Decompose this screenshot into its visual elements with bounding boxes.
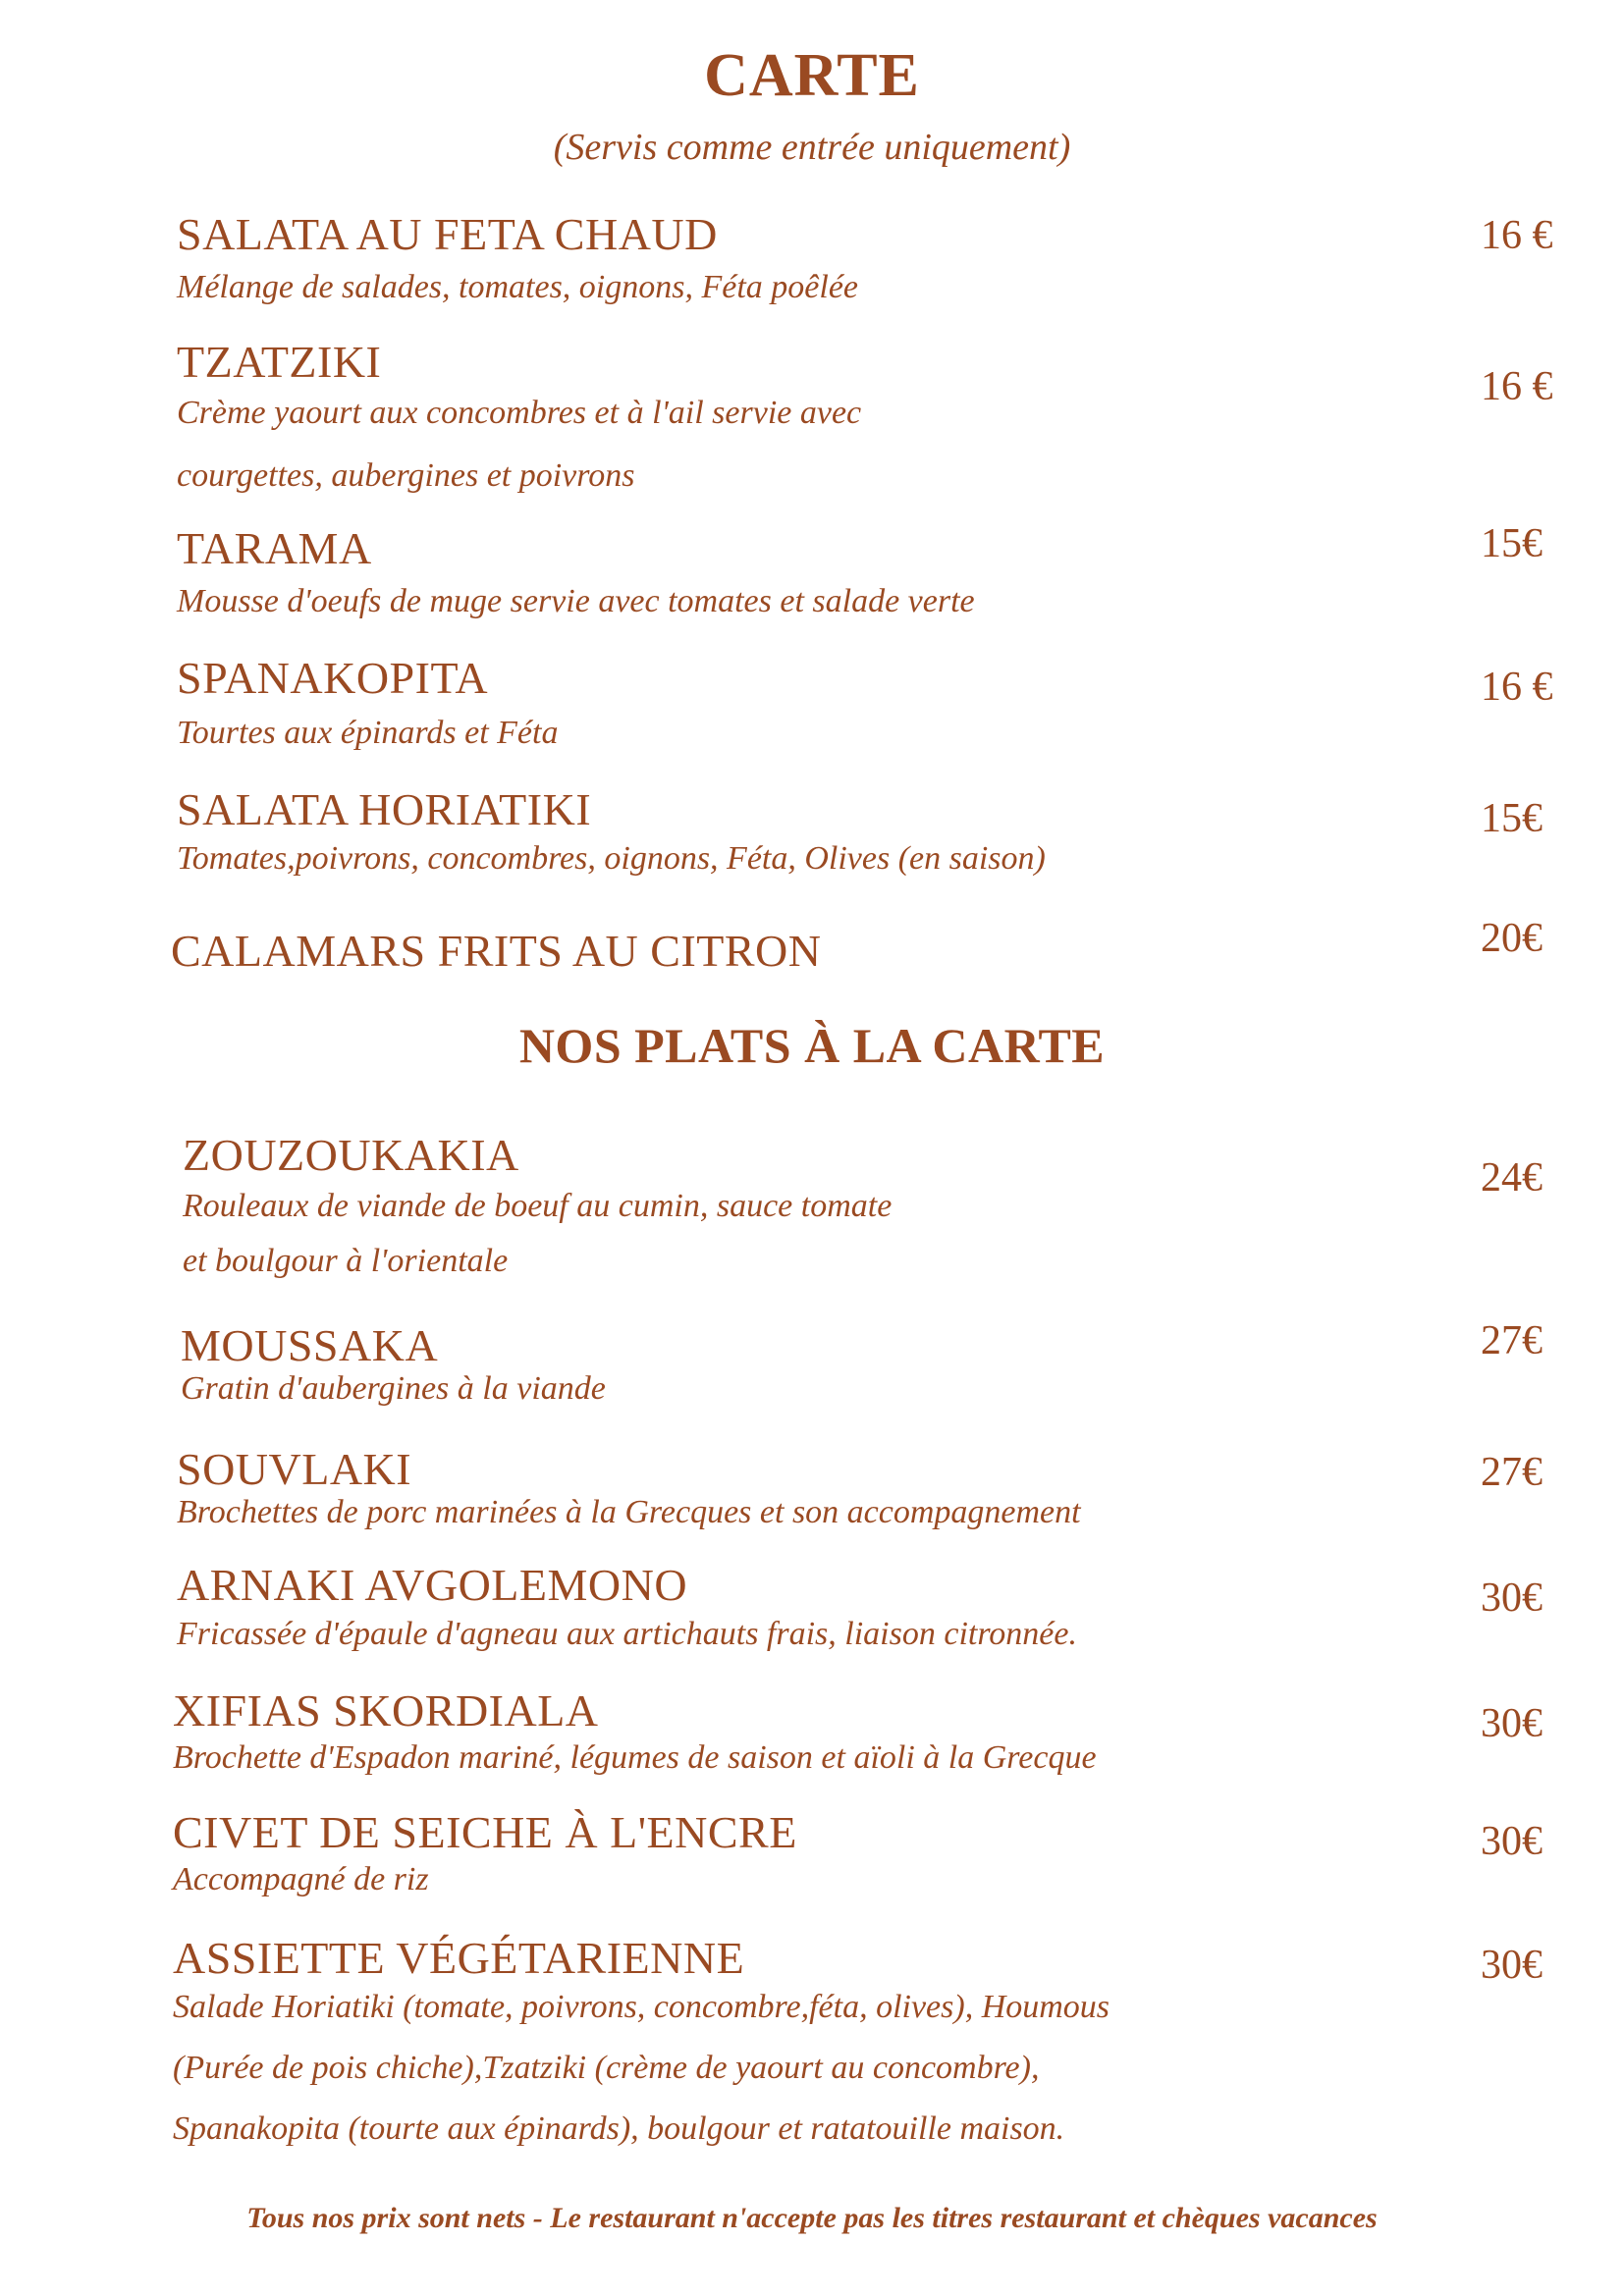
- item-description: Brochette d'Espadon mariné, légumes de saison et aïoli à la Grecque: [173, 1739, 1097, 1776]
- item-name: TARAMA: [177, 523, 372, 573]
- footer-payment-note: Le restaurant n'accepte pas les titres restaurant et chèques vacances: [550, 2202, 1378, 2234]
- item-name: SALATA HORIATIKI: [177, 784, 592, 834]
- item-name: SOUVLAKI: [177, 1444, 412, 1494]
- item-description: Crème yaourt aux concombres et à l'ail servie avec: [177, 395, 862, 431]
- item-description: Tourtes aux épinards et Féta: [177, 715, 559, 751]
- item-price: 30€: [1481, 1819, 1543, 1864]
- item-name: CIVET DE SEICHE À L'ENCRE: [173, 1807, 797, 1857]
- item-description: Rouleaux de viande de boeuf au cumin, sauce tomate: [183, 1188, 893, 1224]
- item-name: SALATA AU FETA CHAUD: [177, 209, 718, 259]
- item-price: 15€: [1481, 521, 1543, 566]
- item-price: 20€: [1481, 916, 1543, 961]
- footer-prices-note: Tous nos prix sont nets -: [246, 2202, 551, 2234]
- menu-title: CARTE: [704, 42, 920, 109]
- item-price: 30€: [1481, 1575, 1543, 1621]
- footer-note: [0, 2202, 1624, 2235]
- item-description: (Purée de pois chiche),Tzatziki (crème de yaourt au concombre),: [173, 2050, 1040, 2086]
- item-name: ARNAKI AVGOLEMONO: [177, 1560, 688, 1610]
- item-name: ZOUZOUKAKIA: [183, 1130, 519, 1180]
- item-price: 30€: [1481, 1701, 1543, 1746]
- item-name: XIFIAS SKORDIALA: [173, 1685, 599, 1735]
- item-name: ASSIETTE VÉGÉTARIENNE: [173, 1933, 745, 1983]
- item-price: 16 €: [1481, 665, 1553, 710]
- item-description: Mousse d'oeufs de muge servie avec tomates et salade verte: [177, 583, 975, 619]
- item-name: CALAMARS FRITS AU CITRON: [171, 926, 822, 976]
- item-description: Tomates,poivrons, concombres, oignons, Féta, Olives (en saison): [177, 840, 1046, 877]
- item-description: Brochettes de porc marinées à la Grecques et son accompagnement: [177, 1494, 1081, 1530]
- item-name: SPANAKOPITA: [177, 653, 489, 703]
- item-price: 27€: [1481, 1450, 1543, 1495]
- section-title: NOS PLATS À LA CARTE: [518, 1018, 1106, 1073]
- item-description: Gratin d'aubergines à la viande: [181, 1370, 606, 1407]
- item-description: Fricassée d'épaule d'agneau aux artichauts frais, liaison citronnée.: [177, 1616, 1077, 1652]
- item-price: 16 €: [1481, 213, 1553, 258]
- item-name: MOUSSAKA: [181, 1320, 439, 1370]
- item-description: et boulgour à l'orientale: [183, 1243, 509, 1279]
- item-description: courgettes, aubergines et poivrons: [177, 457, 635, 494]
- item-price: 15€: [1481, 796, 1543, 841]
- item-price: 24€: [1481, 1155, 1543, 1201]
- item-price: 27€: [1481, 1318, 1543, 1363]
- item-description: Accompagné de riz: [173, 1861, 429, 1897]
- item-price: 16 €: [1481, 364, 1553, 409]
- item-price: 30€: [1481, 1943, 1543, 1988]
- item-description: Spanakopita (tourte aux épinards), boulgour et ratatouille maison.: [173, 2110, 1065, 2147]
- item-description: Salade Horiatiki (tomate, poivrons, concombre,féta, olives), Houmous: [173, 1989, 1110, 2025]
- menu-subtitle: (Servis comme entrée uniquement): [553, 127, 1071, 168]
- item-name: TZATZIKI: [177, 337, 382, 387]
- item-description: Mélange de salades, tomates, oignons, Féta poêlée: [177, 269, 859, 305]
